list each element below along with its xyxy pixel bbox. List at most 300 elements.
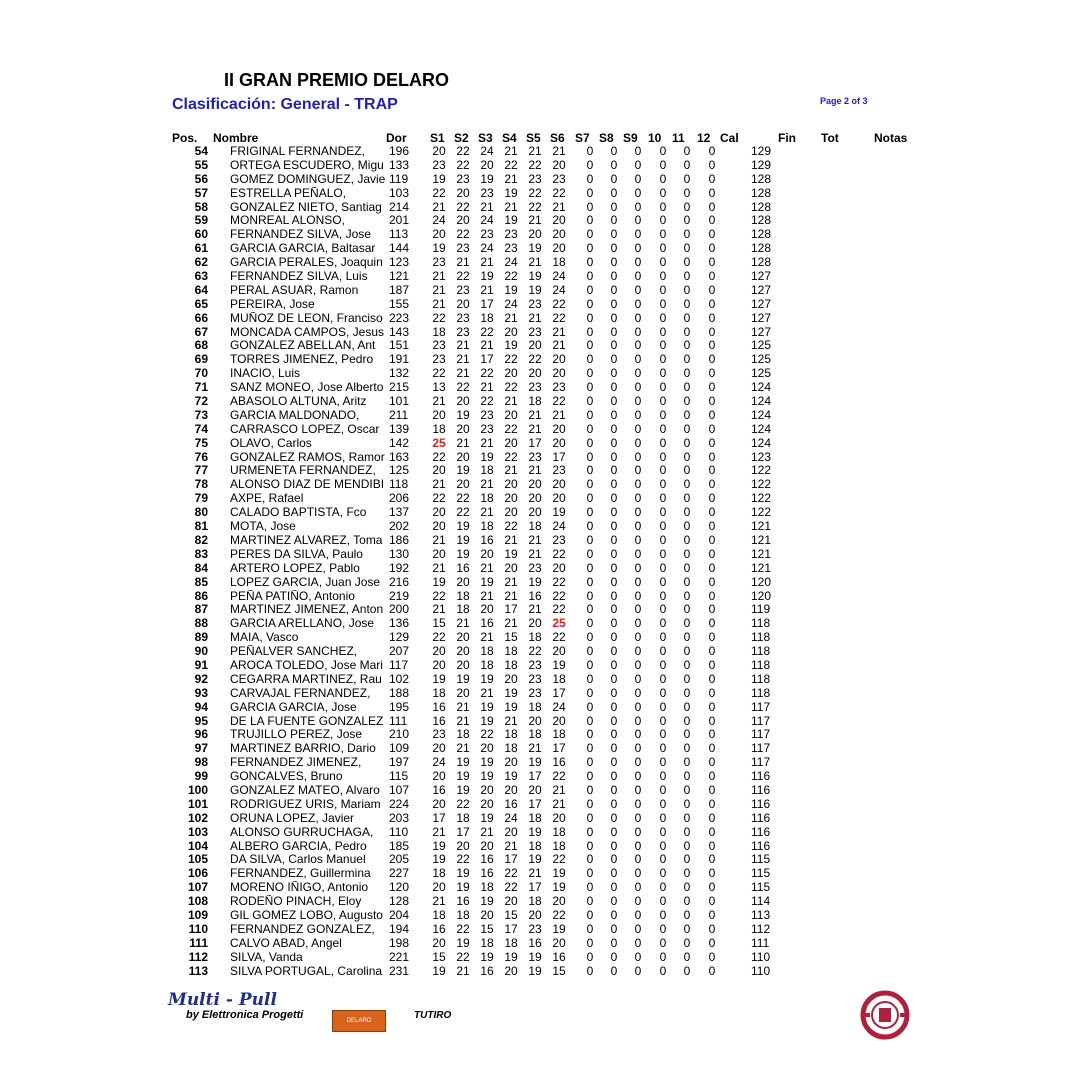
row-name: AXPE, Rafael	[230, 492, 304, 506]
row-series-9: 0	[634, 713, 642, 728]
row-series-5: 18	[528, 894, 542, 909]
row-series-3: 21	[480, 380, 494, 395]
row-series-9: 0	[634, 727, 642, 742]
row-series-8: 0	[610, 366, 618, 381]
row-series-10: 0	[659, 157, 667, 172]
row-series-5: 18	[528, 630, 542, 645]
row-series-9: 0	[634, 532, 642, 547]
row-dor: 195	[389, 699, 410, 714]
row-series-5: 22	[528, 185, 542, 200]
row-series-9: 0	[634, 630, 642, 645]
row-series-6: 19	[552, 657, 566, 672]
row-cal: 117	[751, 727, 771, 742]
row-dor: 118	[389, 477, 409, 492]
row-dor: 221	[389, 949, 410, 964]
row-series-2: 20	[456, 296, 470, 311]
row-name: GIL GOMEZ LOBO, Augusto	[230, 908, 383, 922]
row-series-7: 0	[586, 824, 594, 839]
row-series-3: 21	[480, 338, 494, 353]
row-pos: 69	[194, 352, 208, 367]
row-series-8: 0	[610, 199, 618, 214]
row-cal: 124	[751, 407, 772, 422]
row-series-1: 19	[432, 838, 446, 853]
row-dor: 142	[389, 435, 410, 450]
row-dor: 137	[389, 505, 410, 520]
row-series-9: 0	[634, 588, 642, 603]
row-dor: 223	[389, 310, 410, 325]
row-series-4: 20	[504, 477, 518, 492]
row-cal: 118	[751, 616, 771, 631]
row-series-6: 20	[552, 241, 566, 256]
col-s1: S1	[430, 131, 445, 145]
row-series-6: 22	[552, 852, 566, 867]
row-name: CALADO BAPTISTA, Fco	[230, 506, 367, 520]
row-name: SILVA, Vanda	[230, 950, 303, 964]
row-series-6: 21	[552, 199, 566, 214]
row-series-3: 21	[480, 824, 494, 839]
table-row	[0, 715, 1080, 729]
row-series-4: 19	[504, 213, 518, 228]
row-series-8: 0	[610, 574, 618, 589]
row-series-1: 21	[432, 199, 446, 214]
row-series-6: 16	[552, 949, 566, 964]
row-series-1: 18	[432, 685, 446, 700]
row-series-6: 18	[552, 671, 566, 686]
table-row	[0, 687, 1080, 701]
row-series-10: 0	[659, 630, 667, 645]
row-series-7: 0	[586, 491, 594, 506]
row-series-3: 19	[480, 755, 494, 770]
row-series-6: 22	[552, 907, 566, 922]
row-series-10: 0	[659, 407, 667, 422]
row-series-4: 20	[504, 755, 518, 770]
row-series-10: 0	[659, 171, 667, 186]
row-series-5: 19	[528, 282, 542, 297]
row-series-12: 0	[708, 935, 716, 950]
row-series-11: 0	[683, 755, 691, 770]
col-s4: S4	[502, 131, 517, 145]
row-series-5: 16	[528, 935, 542, 950]
row-series-7: 0	[586, 782, 594, 797]
row-series-1: 21	[432, 532, 446, 547]
row-series-7: 0	[586, 421, 594, 436]
row-series-10: 0	[659, 963, 667, 978]
row-series-5: 18	[528, 727, 542, 742]
row-series-9: 0	[634, 574, 642, 589]
row-series-1: 16	[432, 921, 446, 936]
row-dor: 113	[389, 227, 409, 242]
row-series-12: 0	[708, 213, 716, 228]
col-s2: S2	[454, 131, 469, 145]
row-series-11: 0	[683, 713, 691, 728]
row-series-4: 18	[504, 727, 518, 742]
row-series-3: 18	[480, 880, 494, 895]
row-name: GONCALVES, Bruno	[230, 770, 343, 784]
row-series-2: 20	[456, 574, 470, 589]
row-cal: 116	[751, 796, 771, 811]
row-series-8: 0	[610, 741, 618, 756]
row-series-1: 22	[432, 588, 446, 603]
row-series-4: 21	[504, 574, 518, 589]
row-series-9: 0	[634, 796, 642, 811]
row-series-11: 0	[683, 810, 691, 825]
row-cal: 123	[751, 449, 772, 464]
table-row	[0, 840, 1080, 854]
row-series-12: 0	[708, 588, 716, 603]
row-series-7: 0	[586, 296, 594, 311]
row-series-1: 20	[432, 769, 446, 784]
row-cal: 127	[751, 310, 772, 325]
row-series-10: 0	[659, 310, 667, 325]
table-row	[0, 826, 1080, 840]
row-series-8: 0	[610, 838, 618, 853]
row-series-9: 0	[634, 894, 642, 909]
row-series-10: 0	[659, 588, 667, 603]
row-name: PERAL ASUAR, Ramon	[230, 283, 359, 297]
row-cal: 116	[751, 782, 771, 797]
row-series-8: 0	[610, 713, 618, 728]
row-dor: 192	[389, 560, 410, 575]
row-name: FERNANDEZ JIMENEZ,	[230, 756, 362, 770]
row-series-10: 0	[659, 477, 667, 492]
row-series-10: 0	[659, 491, 667, 506]
row-series-4: 18	[504, 657, 518, 672]
row-series-8: 0	[610, 810, 618, 825]
row-cal: 110	[751, 963, 771, 978]
row-series-11: 0	[683, 366, 691, 381]
row-series-8: 0	[610, 407, 618, 422]
row-cal: 127	[751, 282, 772, 297]
row-series-11: 0	[683, 630, 691, 645]
row-series-3: 21	[480, 255, 494, 270]
row-series-9: 0	[634, 921, 642, 936]
row-cal: 119	[751, 602, 771, 617]
row-series-8: 0	[610, 449, 618, 464]
row-series-9: 0	[634, 671, 642, 686]
row-name: URMENETA FERNANDEZ,	[230, 464, 376, 478]
row-series-4: 17	[504, 852, 518, 867]
row-dor: 102	[389, 671, 410, 686]
row-series-12: 0	[708, 644, 716, 659]
row-series-9: 0	[634, 435, 642, 450]
table-row	[0, 312, 1080, 326]
row-series-4: 24	[504, 296, 518, 311]
row-series-10: 0	[659, 435, 667, 450]
row-series-5: 23	[528, 296, 542, 311]
document-subtitle: Clasificación: General - TRAP	[172, 96, 398, 113]
row-series-10: 0	[659, 644, 667, 659]
row-pos: 79	[194, 491, 208, 506]
row-series-10: 0	[659, 185, 667, 200]
row-series-5: 19	[528, 755, 542, 770]
row-cal: 116	[751, 769, 771, 784]
row-dor: 197	[389, 755, 410, 770]
row-series-6: 22	[552, 769, 566, 784]
row-series-1: 15	[432, 949, 446, 964]
row-series-3: 20	[480, 838, 494, 853]
row-series-12: 0	[708, 380, 716, 395]
row-series-4: 22	[504, 380, 518, 395]
multipull-logo	[168, 990, 304, 1021]
row-series-9: 0	[634, 227, 642, 242]
row-series-2: 20	[456, 449, 470, 464]
row-series-2: 21	[456, 616, 470, 631]
row-series-3: 21	[480, 588, 494, 603]
row-pos: 94	[194, 699, 208, 714]
row-name: PEÑALVER SANCHEZ,	[230, 645, 358, 659]
row-series-7: 0	[586, 213, 594, 228]
row-dor: 129	[389, 630, 410, 645]
row-series-3: 19	[480, 671, 494, 686]
row-series-12: 0	[708, 671, 716, 686]
row-series-2: 18	[456, 602, 470, 617]
row-series-7: 0	[586, 616, 594, 631]
row-series-12: 0	[708, 199, 716, 214]
row-series-3: 19	[480, 894, 494, 909]
row-series-6: 24	[552, 699, 566, 714]
row-cal: 118	[751, 657, 771, 672]
row-series-5: 18	[528, 838, 542, 853]
results-table	[0, 145, 1080, 978]
table-row	[0, 548, 1080, 562]
row-pos: 86	[194, 588, 208, 603]
row-cal: 110	[751, 949, 771, 964]
row-series-1: 20	[432, 880, 446, 895]
row-series-9: 0	[634, 157, 642, 172]
row-series-12: 0	[708, 491, 716, 506]
row-name: GARCIA GARCIA, Baltasar	[230, 242, 376, 256]
table-row	[0, 951, 1080, 965]
row-series-2: 22	[456, 269, 470, 284]
row-series-4: 20	[504, 963, 518, 978]
row-name: CARVAJAL FERNANDEZ,	[230, 686, 371, 700]
row-series-12: 0	[708, 282, 716, 297]
row-series-4: 23	[504, 241, 518, 256]
row-series-7: 0	[586, 269, 594, 284]
row-cal: 121	[751, 519, 772, 534]
row-series-11: 0	[683, 796, 691, 811]
row-series-8: 0	[610, 282, 618, 297]
row-series-6: 20	[552, 157, 566, 172]
row-series-6: 22	[552, 574, 566, 589]
row-cal: 113	[751, 907, 771, 922]
row-series-10: 0	[659, 671, 667, 686]
row-series-6: 24	[552, 269, 566, 284]
row-series-8: 0	[610, 519, 618, 534]
row-series-5: 19	[528, 824, 542, 839]
row-series-4: 15	[504, 907, 518, 922]
row-series-9: 0	[634, 755, 642, 770]
row-dor: 219	[389, 588, 410, 603]
row-series-9: 0	[634, 296, 642, 311]
row-series-12: 0	[708, 546, 716, 561]
row-cal: 118	[751, 644, 771, 659]
row-dor: 200	[389, 602, 410, 617]
row-series-1: 20	[432, 657, 446, 672]
row-series-6: 23	[552, 380, 566, 395]
row-series-3: 16	[480, 852, 494, 867]
row-pos: 81	[194, 519, 208, 534]
row-series-8: 0	[610, 755, 618, 770]
row-series-5: 19	[528, 963, 542, 978]
row-series-8: 0	[610, 824, 618, 839]
row-series-6: 23	[552, 171, 566, 186]
row-cal: 121	[751, 546, 772, 561]
row-series-11: 0	[683, 866, 691, 881]
row-series-11: 0	[683, 546, 691, 561]
row-series-12: 0	[708, 310, 716, 325]
row-series-3: 20	[480, 796, 494, 811]
row-series-11: 0	[683, 213, 691, 228]
row-series-9: 0	[634, 935, 642, 950]
row-series-1: 18	[432, 866, 446, 881]
row-pos: 101	[187, 796, 208, 811]
table-row	[0, 701, 1080, 715]
row-series-9: 0	[634, 477, 642, 492]
row-series-1: 21	[432, 894, 446, 909]
row-series-12: 0	[708, 727, 716, 742]
row-series-5: 20	[528, 907, 542, 922]
row-series-7: 0	[586, 685, 594, 700]
row-series-6: 17	[552, 685, 566, 700]
row-series-6: 21	[552, 324, 566, 339]
table-row	[0, 326, 1080, 340]
row-series-12: 0	[708, 616, 716, 631]
row-series-2: 22	[456, 491, 470, 506]
table-row	[0, 339, 1080, 353]
row-series-9: 0	[634, 560, 642, 575]
row-series-12: 0	[708, 949, 716, 964]
row-name: PERES DA SILVA, Paulo	[230, 547, 363, 561]
row-series-4: 17	[504, 921, 518, 936]
row-series-12: 0	[708, 866, 716, 881]
row-series-12: 0	[708, 880, 716, 895]
row-series-9: 0	[634, 907, 642, 922]
row-dor: 214	[389, 199, 410, 214]
row-series-12: 0	[708, 352, 716, 367]
row-series-7: 0	[586, 907, 594, 922]
row-name: CARRASCO LOPEZ, Oscar	[230, 422, 380, 436]
row-series-1: 21	[432, 296, 446, 311]
row-series-8: 0	[610, 699, 618, 714]
row-series-2: 21	[456, 352, 470, 367]
row-cal: 125	[751, 352, 772, 367]
row-series-2: 18	[456, 588, 470, 603]
row-series-11: 0	[683, 671, 691, 686]
row-series-9: 0	[634, 852, 642, 867]
row-name: ALONSO DIAZ DE MENDIBI	[230, 478, 385, 492]
row-pos: 106	[187, 866, 208, 881]
row-series-8: 0	[610, 630, 618, 645]
row-series-3: 15	[480, 921, 494, 936]
row-pos: 82	[194, 532, 208, 547]
row-series-6: 16	[552, 755, 566, 770]
row-series-6: 22	[552, 602, 566, 617]
row-series-3: 24	[480, 241, 494, 256]
col-s5: S5	[526, 131, 541, 145]
row-series-2: 22	[456, 796, 470, 811]
table-row	[0, 617, 1080, 631]
row-series-2: 20	[456, 185, 470, 200]
row-name: DE LA FUENTE GONZALEZ	[230, 714, 384, 728]
row-series-8: 0	[610, 866, 618, 881]
row-series-6: 20	[552, 352, 566, 367]
row-pos: 104	[187, 838, 208, 853]
row-series-11: 0	[683, 282, 691, 297]
row-cal: 111	[751, 935, 770, 950]
row-series-1: 19	[432, 852, 446, 867]
row-series-8: 0	[610, 532, 618, 547]
row-pos: 103	[187, 824, 208, 839]
row-series-8: 0	[610, 671, 618, 686]
row-series-5: 20	[528, 505, 542, 520]
row-dor: 123	[389, 255, 410, 270]
table-row	[0, 562, 1080, 576]
row-cal: 128	[751, 199, 772, 214]
row-dor: 211	[389, 407, 409, 422]
row-series-9: 0	[634, 352, 642, 367]
row-cal: 128	[751, 227, 772, 242]
row-series-1: 20	[432, 546, 446, 561]
row-series-1: 22	[432, 491, 446, 506]
club-seal-icon	[860, 990, 910, 1040]
row-series-4: 21	[504, 394, 518, 409]
row-name: FERNANDEZ SILVA, Jose	[230, 228, 371, 242]
row-series-7: 0	[586, 921, 594, 936]
row-name: ESTRELLA PEÑALO,	[230, 186, 347, 200]
row-series-3: 16	[480, 532, 494, 547]
row-series-11: 0	[683, 880, 691, 895]
row-dor: 224	[389, 796, 410, 811]
row-name: ORTEGA ESCUDERO, Migu	[230, 158, 384, 172]
row-series-12: 0	[708, 519, 716, 534]
row-series-2: 23	[456, 324, 470, 339]
row-series-10: 0	[659, 546, 667, 561]
row-series-2: 22	[456, 144, 470, 158]
row-series-6: 20	[552, 477, 566, 492]
table-row	[0, 270, 1080, 284]
row-series-8: 0	[610, 894, 618, 909]
row-series-1: 21	[432, 602, 446, 617]
col-nombre: Nombre	[213, 131, 259, 145]
table-row	[0, 353, 1080, 367]
row-series-7: 0	[586, 324, 594, 339]
row-series-2: 20	[456, 685, 470, 700]
row-cal: 117	[751, 713, 771, 728]
row-series-8: 0	[610, 227, 618, 242]
row-series-5: 21	[528, 866, 542, 881]
row-dor: 207	[389, 644, 410, 659]
row-series-1: 22	[432, 366, 446, 381]
row-series-12: 0	[708, 755, 716, 770]
row-name: PEÑA PATIÑO, Antonio	[230, 589, 355, 603]
row-series-2: 18	[456, 810, 470, 825]
row-series-1: 19	[432, 241, 446, 256]
row-cal: 124	[751, 380, 772, 395]
row-series-10: 0	[659, 282, 667, 297]
row-cal: 118	[751, 671, 771, 686]
row-cal: 114	[751, 894, 771, 909]
row-cal: 116	[751, 838, 771, 853]
row-series-12: 0	[708, 838, 716, 853]
row-series-5: 17	[528, 435, 542, 450]
row-series-6: 22	[552, 546, 566, 561]
row-series-7: 0	[586, 144, 594, 158]
row-series-5: 23	[528, 671, 542, 686]
row-series-12: 0	[708, 852, 716, 867]
row-series-3: 18	[480, 491, 494, 506]
row-series-8: 0	[610, 644, 618, 659]
